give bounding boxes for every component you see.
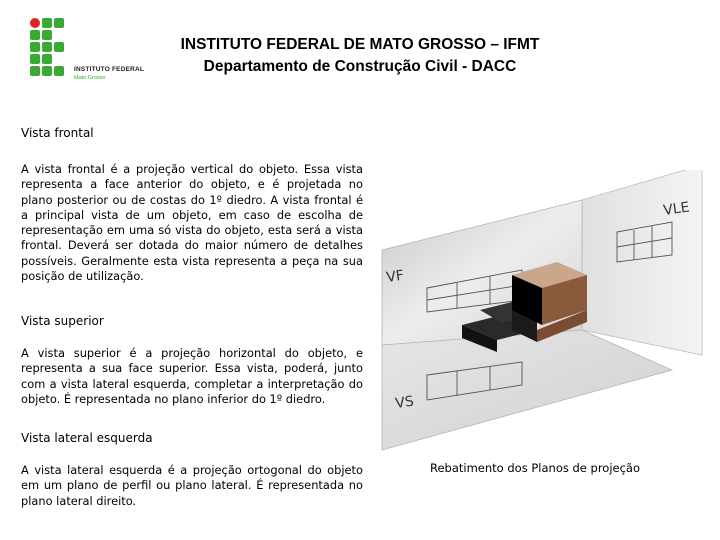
heading-vista-lateral: Vista lateral esquerda	[21, 431, 153, 445]
header-department: Departamento de Construção Civil - DACC	[203, 58, 517, 75]
text-vista-superior: A vista superior é a projeção horizontal do objeto, e representa a sua face superior. Essa vista, poderá, junto com a vista lateral esquerda, completar a interpretação do objeto. É representada no plano inferior do 1º diedro.	[21, 346, 363, 406]
label-vs: VS	[394, 393, 415, 412]
figure-caption: Rebatimento dos Planos de projeção	[430, 461, 641, 475]
text-vista-lateral: A vista lateral esquerda é a projeção ortogonal do objeto em um plano de perfil ou plano lateral. É representada no plano lateral direito.	[21, 463, 363, 508]
logo-campus: Mato Grosso	[74, 75, 106, 81]
text-vista-frontal: A vista frontal é a projeção vertical do objeto. Essa vista representa a face anterior do objeto, e é projetada no plano posterior ou de costas do 1º diedro. A vista frontal é a principal vista de um objeto, em caso de escolha de representação em uma só vista do objeto, esta será a vista frontal. Deverá ser dotada do maior número de detalhes possíveis. Geralmente esta vista representa a peça na sua posição de utilização.	[21, 162, 363, 284]
label-vf: VF	[385, 267, 406, 286]
label-vle: VLE	[662, 199, 691, 219]
horizontal-plane	[382, 330, 672, 450]
lateral-plane	[582, 170, 702, 355]
header-institution: INSTITUTO FEDERAL DE MATO GROSSO – IFMT	[180, 36, 540, 53]
projection-planes-figure	[372, 170, 712, 460]
heading-vista-superior: Vista superior	[21, 314, 104, 328]
logo-name: INSTITUTO FEDERAL	[74, 66, 145, 73]
page-header	[120, 34, 600, 78]
heading-vista-frontal: Vista frontal	[21, 126, 94, 140]
